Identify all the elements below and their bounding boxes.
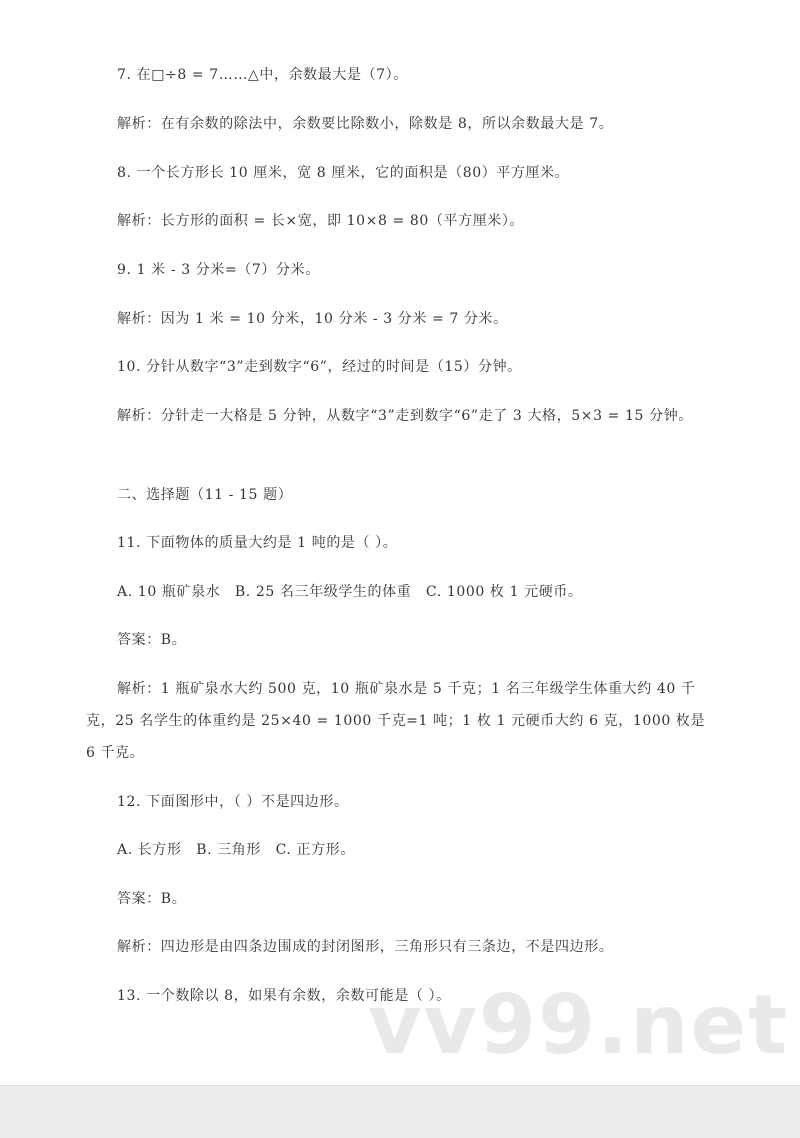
options-12: A. 长方形 B. 三角形 C. 正方形。 (117, 842, 355, 858)
site-watermark: vv99.net (368, 978, 790, 1073)
answer-12: 答案：B。 (117, 891, 187, 907)
question-7: 7. 在□÷8 = 7……△中，余数最大是（7）。 (117, 67, 408, 83)
question-11: 11. 下面物体的质量大约是 1 吨的是（ ）。 (117, 535, 398, 551)
options-11: A. 10 瓶矿泉水 B. 25 名三年级学生的体重 C. 1000 枚 1 元硬币。 (117, 584, 583, 600)
question-12: 12. 下面图形中，（ ）不是四边形。 (117, 794, 349, 810)
explanation-7: 解析：在有余数的除法中，余数要比除数小，除数是 8，所以余数最大是 7。 (117, 116, 614, 132)
answer-11: 答案：B。 (117, 632, 187, 648)
question-10: 10. 分针从数字“3”走到数字“6”，经过的时间是（15）分钟。 (117, 359, 522, 375)
explanation-8: 解析：长方形的面积 = 长×宽，即 10×8 = 80（平方厘米）。 (117, 213, 525, 229)
explanation-10: 解析：分针走一大格是 5 分钟，从数字“3”走到数字“6”走了 3 大格，5×3 = 15 分钟。 (117, 408, 693, 424)
explanation-9: 解析：因为 1 米 = 10 分米，10 分米 - 3 分米 = 7 分米。 (117, 311, 508, 327)
explanation-12: 解析：四边形是由四条边围成的封闭图形，三角形只有三条边，不是四边形。 (117, 939, 614, 955)
section-heading-choice: 二、选择题（11 - 15 题） (117, 487, 293, 503)
question-13: 13. 一个数除以 8，如果有余数，余数可能是（ ）。 (117, 988, 451, 1004)
explanation-11: 解析：1 瓶矿泉水大约 500 克，10 瓶矿泉水是 5 千克；1 名三年级学生体重大约 40 千克，25 名学生的体重约是 25×40 = 1000 千克=1 吨；1 枚 1 元硬币大约 6 克，1000 枚是 6 千克。 (86, 681, 706, 761)
question-8: 8. 一个长方形长 10 厘米，宽 8 厘米，它的面积是（80）平方厘米。 (117, 165, 570, 181)
viewer-bottom-bar (0, 1085, 800, 1138)
question-9: 9. 1 米 - 3 分米=（7）分米。 (117, 262, 320, 278)
